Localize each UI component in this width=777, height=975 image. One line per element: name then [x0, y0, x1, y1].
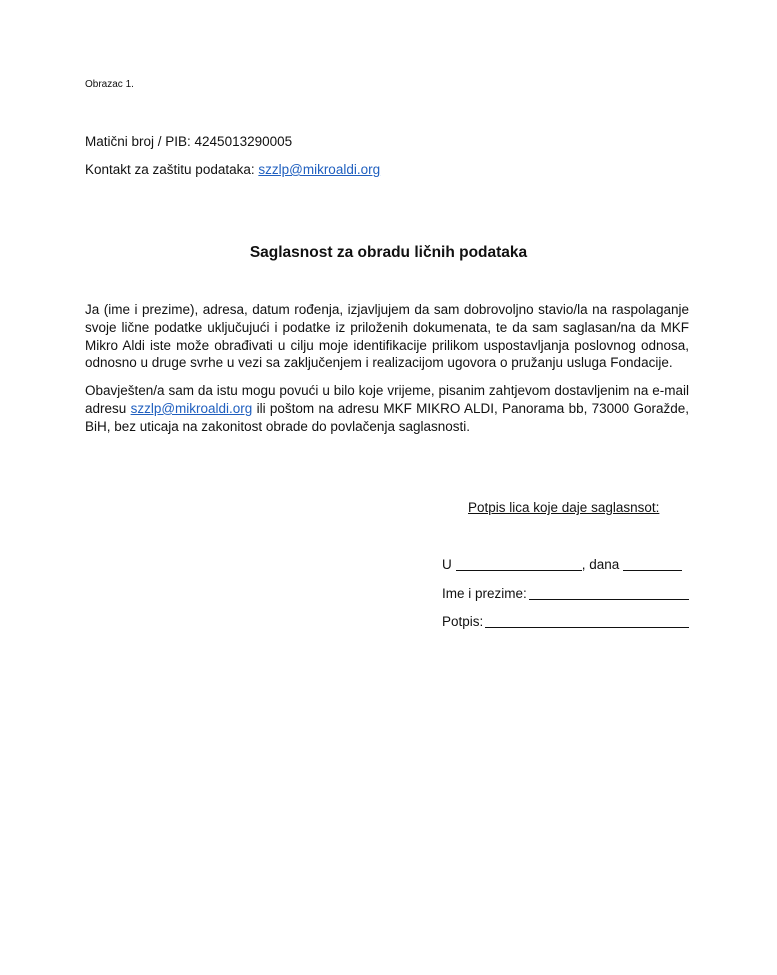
name-blank	[529, 587, 689, 600]
place-date-row	[442, 557, 682, 573]
contact-label: Kontakt za zaštitu podataka:	[85, 162, 259, 177]
signature-label: Potpis:	[442, 614, 484, 629]
signature-row	[442, 614, 689, 630]
withdrawal-text-end: ili poštom na adresu MKF MIKRO ALDI, Panorama bb, 73000 Goražde, BiH, bez uticaja na zakonitost obrade do povlačenja saglasnosti.	[85, 400, 689, 434]
consent-paragraph: Ja (ime i prezime), adresa, datum rođenja, izjavljujem da sam dobrovoljno stavio/la na raspolaganje svoje lične podatke uključujući i podatke iz priloženih dokumenata, te da sam saglasan/na da MKF Mikro Aldi iste može obrađivati u cilju moje identifikacije prilikom uspostavljanja poslovnog odnosa, odnosno u druge svrhe u vezi sa zaključenjem i realizacijom ugovora o pružanju usluga Fondacije.	[85, 302, 689, 371]
withdrawal-paragraph	[85, 382, 689, 435]
signature-heading: Potpis lica koje daje saglasnsot:	[468, 500, 660, 515]
document-title: Saglasnost za obradu ličnih podataka	[249, 244, 528, 261]
data-protection-contact	[85, 162, 380, 178]
name-row	[442, 586, 689, 602]
signature-blank	[485, 615, 689, 628]
contact-email-link[interactable]: szzlp@mikroaldi.org	[258, 162, 381, 177]
withdrawal-email-link[interactable]: szzlp@mikroaldi.org	[130, 400, 253, 416]
withdrawal-text-start: Obavješten/a sam da istu mogu povući u bilo koje vrijeme, pisanim zahtjevom dostavljenim na e-mail adresu	[85, 383, 689, 416]
name-label: Ime i prezime:	[442, 586, 527, 601]
form-code: Obrazac 1.	[85, 79, 134, 90]
place-label: U	[442, 557, 452, 572]
registration-number: Matični broj / PIB: 4245013290005	[85, 134, 293, 149]
date-blank	[623, 558, 682, 571]
date-label: , dana	[581, 557, 620, 572]
place-blank	[456, 558, 582, 571]
